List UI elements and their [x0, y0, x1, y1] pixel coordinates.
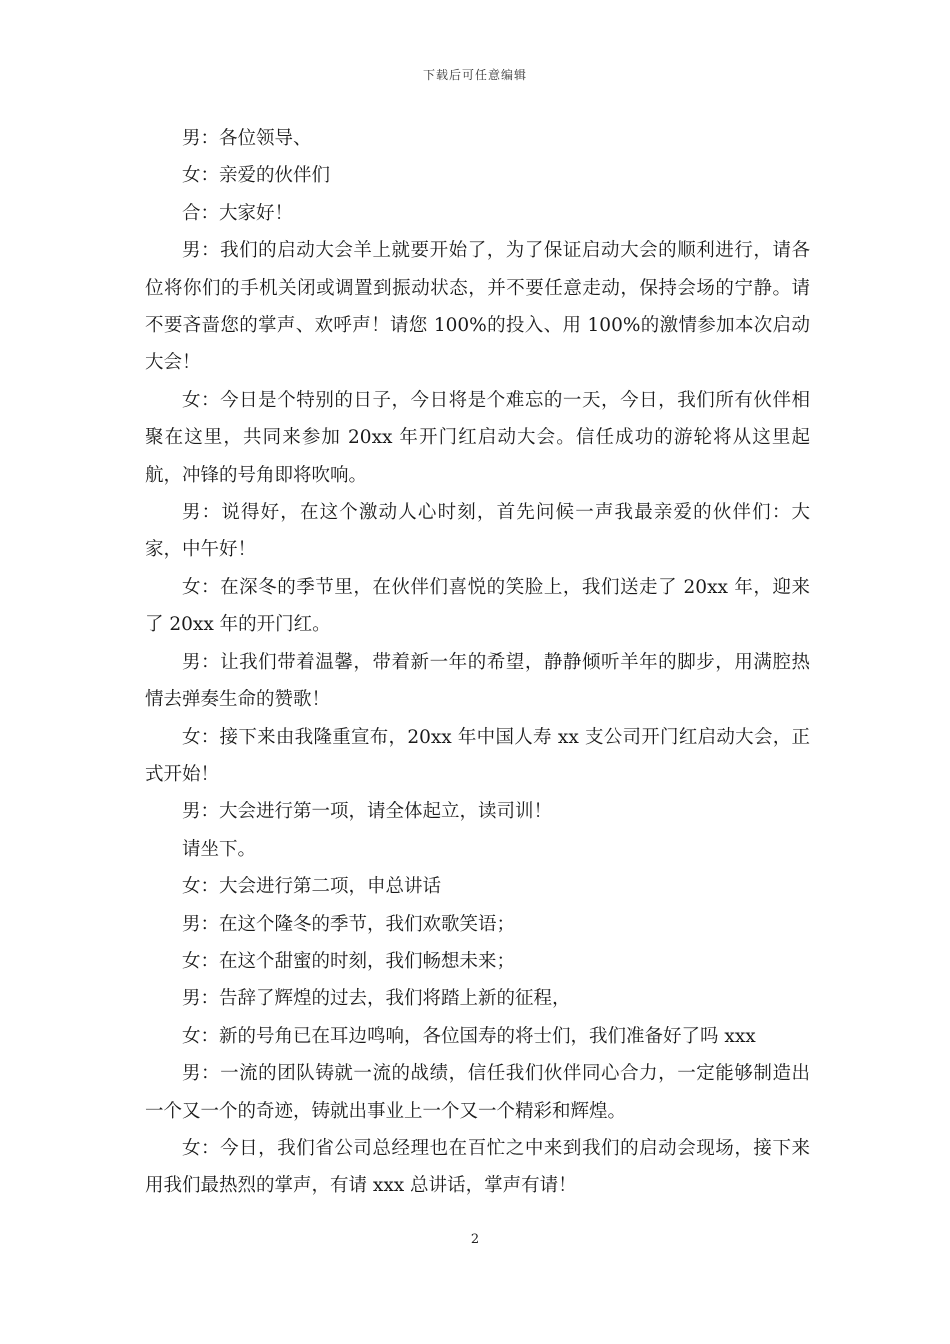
paragraph: 女：今日，我们省公司总经理也在百忙之中来到我们的启动会现场，接下来用我们最热烈的掌声，有请 xxx 总讲话，掌声有请！: [145, 1137, 810, 1197]
paragraph: 男：各位领导、: [182, 128, 312, 149]
paragraph: 男：我们的启动大会羊上就要开始了，为了保证启动大会的顺利进行，请各位将你们的手机关闭或调置到振动状态，并不要任意走动，保持会场的宁静。请不要吝啬您的掌声、欢呼声！请您 100%的投入、用 100%的激情参加本次启动大会！: [145, 240, 810, 374]
paragraph: 女：大会进行第二项，申总讲话: [182, 876, 442, 898]
paragraph: 男：告辞了辉煌的过去，我们将踏上新的征程，: [182, 988, 571, 1010]
paragraph: 女：在深冬的季节里，在伙伴们喜悦的笑脸上，我们送走了 20xx 年，迎来了 20xx 年的开门红。: [145, 576, 810, 636]
paragraph: 女：接下来由我隆重宣布，20xx 年中国人寿 xx 支公司开门红启动大会，正式开始！: [145, 726, 810, 785]
document-body: [145, 120, 810, 1205]
paragraph: 男：让我们带着温馨，带着新一年的希望，静静倾听羊年的脚步，用满腔热情去弹奏生命的赞歌！: [145, 651, 810, 711]
paragraph: 女：新的号角已在耳边鸣响，各位国寿的将士们，我们准备好了吗 xxx: [182, 1025, 756, 1047]
paragraph: 女：在这个甜蜜的时刻，我们畅想未来；: [182, 950, 516, 972]
paragraph: 请坐下。: [182, 838, 257, 860]
paragraph: 男：在这个隆冬的季节，我们欢歌笑语；: [182, 913, 516, 935]
paragraph: 男：一流的团队铸就一流的战绩，信任我们伙伴同心合力，一定能够制造出一个又一个的奇迹，铸就出事业上一个又一个精彩和辉煌。: [145, 1063, 810, 1122]
page-number: 2: [470, 1232, 480, 1247]
paragraph: 合：大家好！: [182, 202, 294, 224]
paragraph: 女：亲爱的伙伴们: [182, 165, 331, 187]
paragraph: 男：说得好，在这个激动人心时刻，首先问候一声我最亲爱的伙伴们：大家，中午好！: [145, 502, 810, 561]
paragraph: 女：今日是个特别的日子，今日将是个难忘的一天，今日，我们所有伙伴相聚在这里，共同来参加 20xx 年开门红启动大会。信任成功的游轮将从这里起航，冲锋的号角即将吹响。: [145, 389, 810, 486]
paragraph: 男：大会进行第一项，请全体起立，读司训！: [182, 801, 553, 823]
page-header: 下载后可任意编辑: [422, 68, 527, 82]
